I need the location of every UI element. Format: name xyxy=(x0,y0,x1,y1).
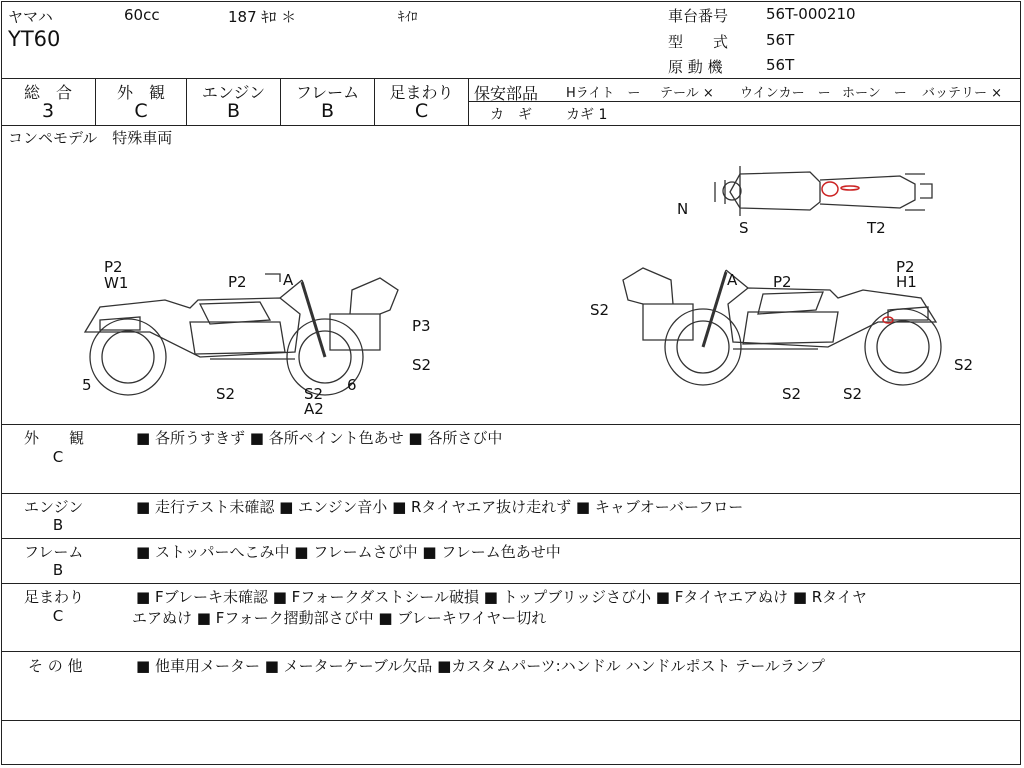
marker-left-6: 6 xyxy=(347,376,357,394)
marker-top-t2: T2 xyxy=(867,219,886,237)
divider xyxy=(1,720,1021,721)
marker-right-s2-bottom-2: S2 xyxy=(843,385,863,403)
detail-grade-suspension: C xyxy=(52,607,64,625)
divider xyxy=(1,538,1021,539)
score-grade-suspension: C xyxy=(414,100,429,122)
marker-right-p2: P2 xyxy=(773,273,792,291)
safety-title: 保安部品 xyxy=(474,84,539,103)
safety-winker: ウインカー ー xyxy=(740,86,831,101)
engine-value: 56T xyxy=(766,56,795,74)
detail-text-frame: ■ ストッパーへこみ中 ■ フレームさび中 ■ フレーム色あせ中 xyxy=(136,543,561,561)
marker-left-a2: A2 xyxy=(304,400,324,418)
engine-label: 原 動 機 xyxy=(668,58,723,76)
mileage: 187 ｷﾛ ＊ xyxy=(228,8,297,26)
score-grade-engine: B xyxy=(226,100,241,122)
marker-left-s2-bottom: S2 xyxy=(216,385,236,403)
safety-horn: ホーン ー xyxy=(842,86,907,101)
marker-left-5: 5 xyxy=(82,376,92,394)
detail-title-suspension: 足まわり xyxy=(24,588,85,606)
divider xyxy=(1,583,1021,584)
bike-left-side-diagram xyxy=(80,262,440,402)
marker-left-s2-fork: S2 xyxy=(304,385,324,403)
marker-left-s2-right: S2 xyxy=(412,356,432,374)
marker-left-a: A xyxy=(283,271,294,289)
marker-right-s2-bottom-1: S2 xyxy=(782,385,802,403)
detail-title-exterior: 外 観 xyxy=(24,429,85,447)
score-grade-frame: B xyxy=(320,100,335,122)
marker-top-s: S xyxy=(739,219,749,237)
detail-text-exterior: ■ 各所うすきず ■ 各所ペイント色あせ ■ 各所さび中 xyxy=(136,429,503,447)
damage-mark xyxy=(841,186,859,190)
divider xyxy=(1,424,1021,425)
score-grade-total: 3 xyxy=(41,100,55,122)
score-grade-exterior: C xyxy=(134,100,148,122)
damage-mark xyxy=(822,182,838,196)
marker-top-n: N xyxy=(677,200,689,218)
detail-grade-engine: B xyxy=(52,516,64,534)
divider xyxy=(468,101,1021,102)
maker: ヤマハ xyxy=(8,8,53,26)
divider xyxy=(1,125,1021,126)
marker-left-w1: W1 xyxy=(104,274,129,292)
score-label-engine: エンジン xyxy=(201,83,266,102)
type-label: 型 式 xyxy=(668,33,729,51)
divider xyxy=(1,651,1021,652)
score-label-suspension: 足まわり xyxy=(389,83,454,102)
frame-no: 56T-000210 xyxy=(766,5,856,23)
type-value: 56T xyxy=(766,31,795,49)
marker-right-p2-top: P2 xyxy=(896,258,915,276)
marker-left-p2-tank: P2 xyxy=(228,273,247,291)
detail-text-suspension: ■ Fブレーキ未確認 ■ Fフォークダストシール破損 ■ トップブリッジさび小 ■ Fタイヤエアぬけ ■ Rタイヤ xyxy=(136,588,867,606)
marker-right-s2-right: S2 xyxy=(954,356,974,374)
marker-right-a: A xyxy=(727,271,738,289)
marker-right-s2-left: S2 xyxy=(590,301,610,319)
detail-grade-frame: B xyxy=(52,561,64,579)
marker-left-p2-top: P2 xyxy=(104,258,123,276)
vehicle-category: コンペモデル 特殊車両 xyxy=(8,129,173,147)
detail-title-other: そ の 他 xyxy=(28,657,83,675)
frame-no-label: 車台番号 xyxy=(668,7,729,25)
marker-left-p3: P3 xyxy=(412,317,431,335)
displacement: 60cc xyxy=(124,6,160,24)
detail-text-suspension-2: エアぬけ ■ Fフォーク摺動部さび中 ■ ブレーキワイヤー切れ xyxy=(132,609,547,627)
key-label: カ ギ xyxy=(490,107,532,123)
detail-text-engine: ■ 走行テスト未確認 ■ エンジン音小 ■ Rタイヤエア抜け走れず ■ キャブオーバーフロー xyxy=(136,498,744,516)
divider xyxy=(468,78,469,125)
bike-top-view-diagram xyxy=(700,162,940,222)
detail-grade-exterior: C xyxy=(52,448,64,466)
score-label-frame: フレーム xyxy=(295,83,360,102)
model-name: YT60 xyxy=(8,27,61,51)
detail-text-other: ■ 他車用メーター ■ メーターケーブル欠品 ■カスタムパーツ:ハンドル ハンドルポスト テールランプ xyxy=(136,657,825,675)
safety-headlight: Hライト ー xyxy=(566,86,641,101)
marker-right-h1: H1 xyxy=(896,273,917,291)
divider xyxy=(1,493,1021,494)
score-label-exterior: 外 観 xyxy=(116,83,165,102)
mileage-unit: ｷｲﾛ xyxy=(398,10,418,25)
safety-battery: バッテリー × xyxy=(922,86,1003,101)
safety-tail: テール × xyxy=(660,86,714,101)
divider xyxy=(1,78,1021,79)
key-value: カギ 1 xyxy=(566,107,608,123)
detail-title-frame: フレーム xyxy=(24,543,84,561)
detail-title-engine: エンジン xyxy=(24,498,84,516)
score-label-total: 総 合 xyxy=(23,83,72,102)
